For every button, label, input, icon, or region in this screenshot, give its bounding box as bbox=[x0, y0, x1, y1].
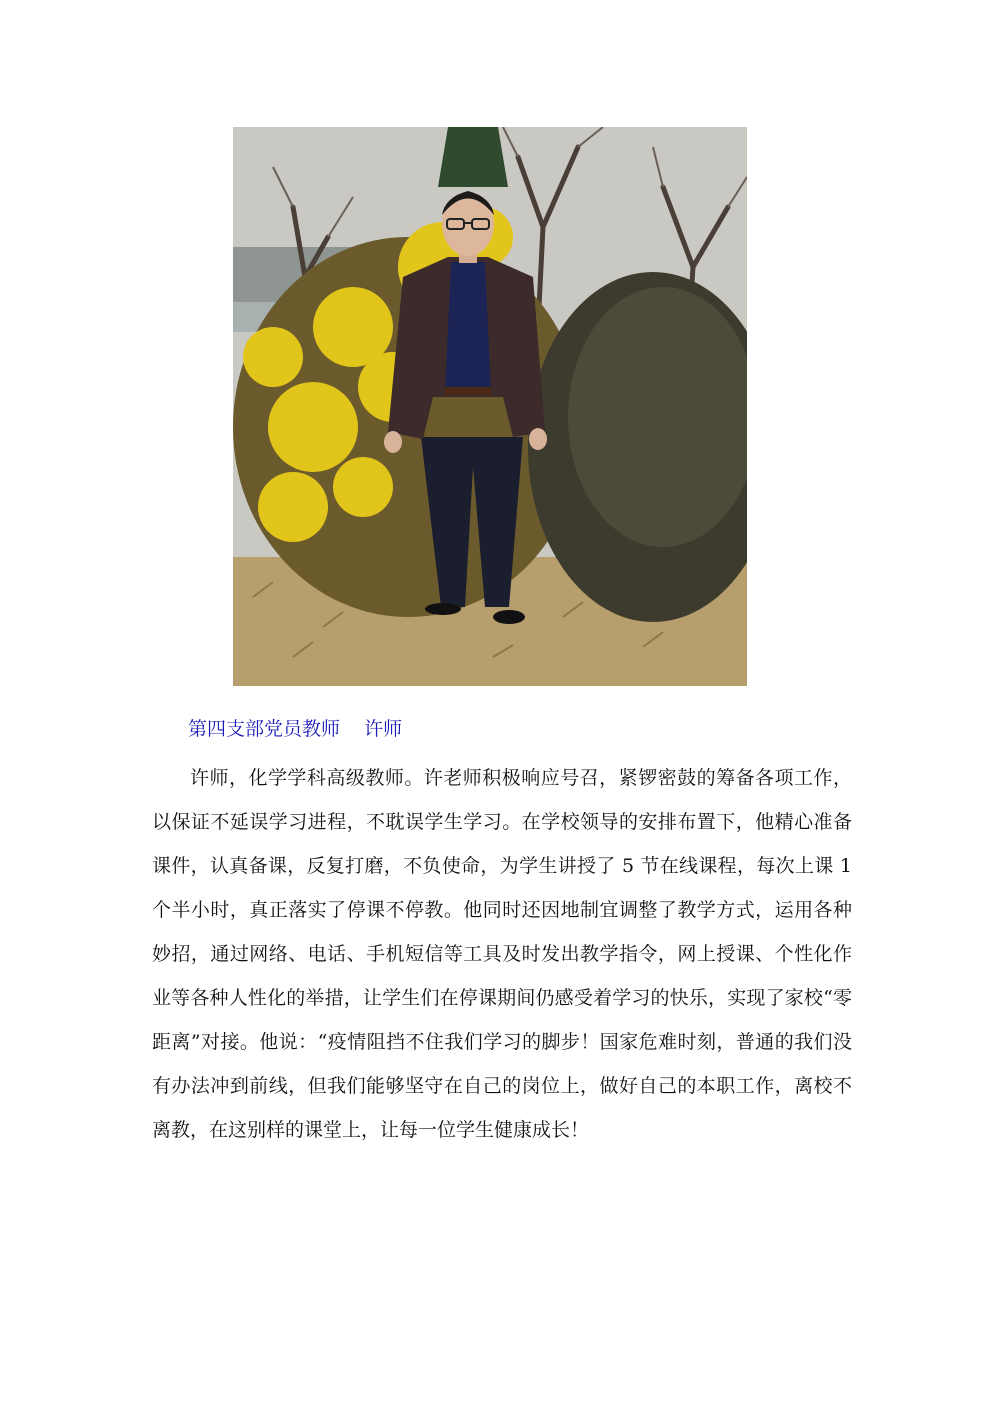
article-paragraph: 许师，化学学科高级教师。许老师积极响应号召，紧锣密鼓的筹备各项工作，以保证不延误学习进程，不耽误学生学习。在学校领导的安排布置下，他精心准备课件，认真备课，反复打磨，不负使命，为学生讲授了 5 节在线课程，每次上课 1 个半小时，真正落实了停课不停教。他同时还因地制宜调整了教学方式，运用各种妙招，通过网络、电话、手机短信等工具及时发出教学指令，网上授课、个性化作业等各种人性化的举措，让学生们在停课期间仍感受着学习的快乐，实现了家校“零距离”对接。他说：“疫情阻挡不住我们学习的脚步！国家危难时刻，普通的我们没有办法冲到前线，但我们能够坚守在自己的岗位上，做好自己的本职工作，离校不离教，在这别样的课堂上，让每一位学生健康成长！ bbox=[152, 767, 852, 1141]
article-body bbox=[152, 756, 852, 1152]
photo-caption: 第四支部党员教师 许师 bbox=[188, 718, 403, 740]
teacher-photo bbox=[233, 127, 747, 686]
teacher-photo-illustration bbox=[233, 127, 747, 686]
